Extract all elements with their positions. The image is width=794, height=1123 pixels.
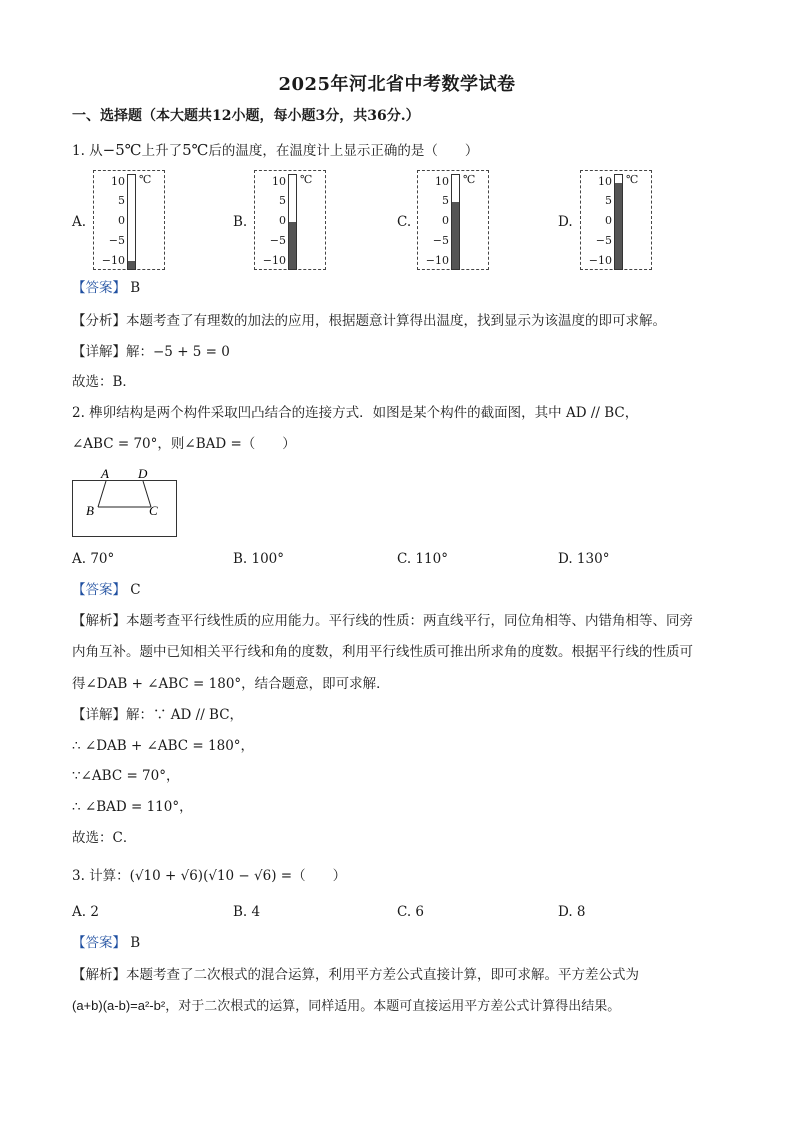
q2-analysis-l2: 内角互补。题中已知相关平行线和角的度数，利用平行线性质可推出所求角的度数。根据平行线的性质可 — [72, 644, 693, 660]
edge-ab — [98, 481, 106, 507]
thermometer — [93, 170, 165, 270]
section-heading: 一、选择题（本大题共12小题，每小题3分，共36分.） — [72, 108, 420, 124]
q2-stem-line1: 2. 榫卯结构是两个构件采取凹凸结合的连接方式．如图是某个构件的截面图，其中 AD // BC， — [72, 405, 639, 421]
q2-analysis-l1 — [72, 611, 693, 631]
thermometer-fill — [128, 261, 135, 269]
thermometer-tick-label: −10 — [101, 254, 125, 267]
thermometer-tick-label: 5 — [279, 194, 286, 207]
thermometer-fill — [289, 222, 296, 269]
q1-option-label: A. — [72, 214, 87, 230]
answer-value: B — [130, 935, 141, 951]
thermometer — [417, 170, 489, 270]
q2-figure — [72, 462, 182, 542]
thermometer-tube — [614, 174, 623, 270]
detail-tag: 【详解】 — [72, 344, 126, 360]
label-c: C — [149, 503, 158, 518]
answer-tag: 【答案】 — [72, 935, 126, 951]
detail-text: 解：−5 + 5 = 0 — [126, 344, 230, 360]
thermometer-fill — [452, 202, 459, 269]
thermometer-unit: ℃ — [626, 173, 639, 186]
answer-tag: 【答案】 — [72, 582, 126, 598]
q1-option-label: D. — [558, 214, 573, 230]
q3-option-d: D. 8 — [558, 904, 586, 920]
thermometer-tick-label: 0 — [118, 214, 125, 227]
analysis-tag: 【分析】 — [72, 313, 126, 329]
thermometer-tick-label: 5 — [442, 194, 449, 207]
thermometer-tick-label: 10 — [435, 175, 449, 188]
label-a: A — [101, 466, 109, 481]
q1-analysis — [72, 311, 666, 331]
q1-option-label: B. — [233, 214, 248, 230]
thermometer-unit: ℃ — [463, 173, 476, 186]
q1-detail — [72, 342, 230, 362]
thermometer-tick-label: 0 — [605, 214, 612, 227]
analysis-text: 本题考查平行线性质的应用能力。平行线的性质：两直线平行，同位角相等、内错角相等、同旁 — [126, 613, 693, 629]
q1-option-label: C. — [397, 214, 412, 230]
q2-analysis-l3: 得∠DAB + ∠ABC = 180°，结合题意，即可求解． — [72, 676, 390, 692]
q2-option-a: A. 70° — [72, 551, 115, 567]
thermometer-tick-label: 5 — [605, 194, 612, 207]
analysis-tag: 【解析】 — [72, 967, 126, 983]
label-d: D — [138, 466, 148, 481]
thermometer-tube — [127, 174, 136, 270]
thermometer-unit: ℃ — [139, 173, 152, 186]
q1-stem-pre: 1. 从 — [72, 143, 103, 159]
q1-stem-post: 后的温度，在温度计上显示正确的是（ ） — [208, 143, 479, 159]
thermometer-tick-label: −10 — [262, 254, 286, 267]
thermometer-unit: ℃ — [300, 173, 313, 186]
detail-text: 解：∵ AD // BC， — [126, 707, 244, 723]
q1-stem — [72, 140, 478, 161]
thermometer — [580, 170, 652, 270]
analysis-text: 本题考查了有理数的加法的应用，根据题意计算得出温度，找到显示为该温度的即可求解。 — [126, 313, 666, 329]
analysis-tag: 【解析】 — [72, 613, 126, 629]
answer-tag: 【答案】 — [72, 280, 126, 296]
answer-value: C — [130, 582, 141, 598]
thermometer-tick-label: 0 — [442, 214, 449, 227]
thermometer-tick-label: 10 — [272, 175, 286, 188]
q2-detail-1 — [72, 705, 243, 725]
thermometer-tick-label: −5 — [432, 234, 449, 247]
q3-option-b: B. 4 — [233, 904, 261, 920]
thermometer-fill — [615, 183, 622, 269]
thermometer-tick-label: 10 — [111, 175, 125, 188]
thermometer-tick-label: 10 — [598, 175, 612, 188]
thermometer-tube — [288, 174, 297, 270]
answer-value: B — [130, 280, 141, 296]
thermometer-tube — [451, 174, 460, 270]
thermometer-tick-label: −5 — [595, 234, 612, 247]
q3-option-c: C. 6 — [397, 904, 425, 920]
thermometer-tick-label: 0 — [279, 214, 286, 227]
q2-detail-3: ∵∠ABC = 70°， — [72, 768, 180, 784]
q3-analysis-l1 — [72, 965, 639, 985]
q1-m2: 5℃ — [182, 141, 209, 159]
q1-m1: −5℃ — [102, 141, 142, 159]
analysis-text: 本题考查了二次根式的混合运算，利用平方差公式直接计算，即可求解。平方差公式为 — [126, 967, 639, 983]
thermometer-tick-label: −5 — [269, 234, 286, 247]
thermometer-tick-label: −5 — [108, 234, 125, 247]
detail-tag: 【详解】 — [72, 707, 126, 723]
q3-option-a: A. 2 — [72, 904, 99, 920]
q2-detail-4: ∴ ∠BAD = 110°， — [72, 799, 193, 815]
q1-choose: 故选：B． — [72, 374, 136, 390]
q2-stem-line2: ∠ABC = 70°，则∠BAD =（ ） — [72, 436, 296, 452]
thermometer-tick-label: 5 — [118, 194, 125, 207]
q2-detail-2: ∴ ∠DAB + ∠ABC = 180°， — [72, 738, 255, 754]
page-title: 2025年河北省中考数学试卷 — [278, 74, 516, 95]
q3-answer — [72, 933, 140, 953]
q2-option-c: C. 110° — [397, 551, 448, 567]
q1-stem-mid: 上升了 — [141, 143, 183, 159]
q1-answer — [72, 278, 140, 298]
thermometer-tick-label: −10 — [425, 254, 449, 267]
q3-analysis-l2: (a+b)(a-b)=a²-b²，对于二次根式的运算，同样适用。本题可直接运用平方差公式计算得出结果。 — [72, 998, 621, 1013]
q2-choose: 故选：C． — [72, 830, 137, 846]
label-b: B — [86, 503, 94, 518]
q2-option-d: D. 130° — [558, 551, 610, 567]
thermometer — [254, 170, 326, 270]
thermometer-tick-label: −10 — [588, 254, 612, 267]
q3-stem: 3. 计算：(√10 + √6)(√10 − √6) =（ ） — [72, 868, 347, 884]
q2-answer — [72, 580, 141, 600]
q2-option-b: B. 100° — [233, 551, 285, 567]
